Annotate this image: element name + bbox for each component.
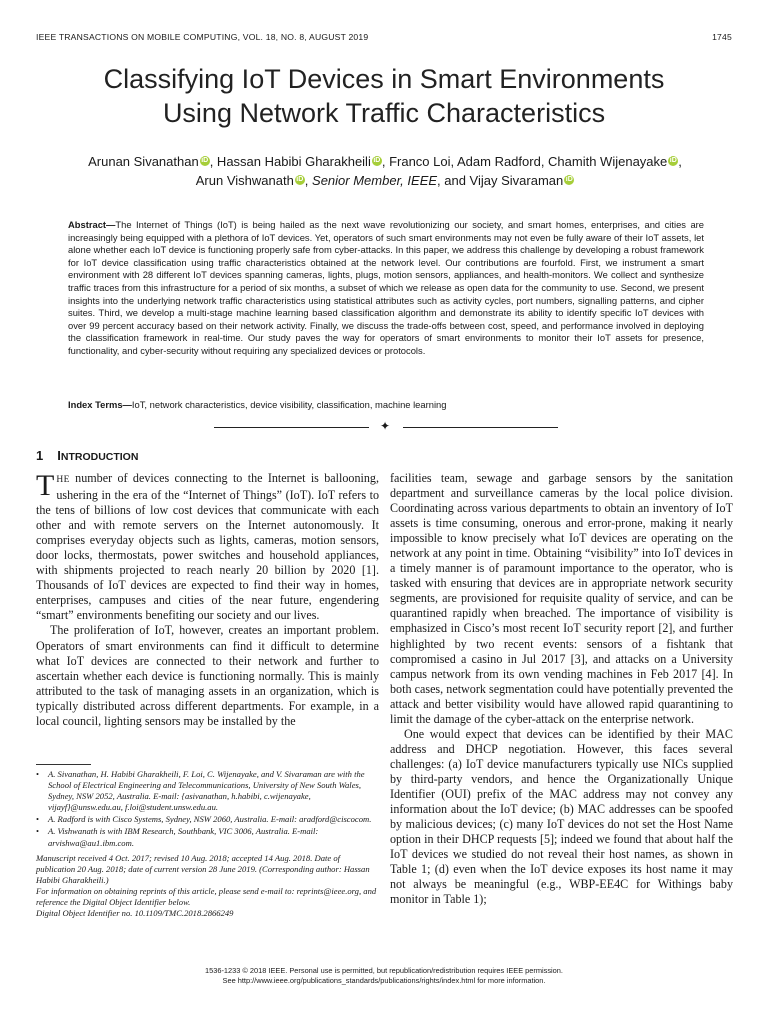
author-role: Senior Member, IEEE (312, 173, 438, 188)
page-number: 1745 (712, 32, 732, 42)
section-divider (214, 420, 558, 434)
index-terms-label: Index Terms (68, 399, 123, 410)
abstract-text: The Internet of Things (IoT) is being hailed as the next wave revolutionizing our society, and smart homes, enterprises, and cities are increasingly being equipped with a plethora of IoT devices. Yet, operators of such smart environments may not even be fully aware of their IoT assets, let alone whether each IoT device is functioning properly safe from cyber-attacks. In this paper, we address this challenge by developing a robust framework for IoT device classification using traffic characteristics obtained at the network level. Our contributions are fourfold. First, we instrument a smart environment with 28 different IoT devices spanning cameras, lights, plugs, motion sensors, appliances, and health-monitors. We collect and synthesize traffic traces from this infrastructure for a period of six months, a subset of which we release as open data for the community to use. Second, we present insights into the underlying network traffic characteristics using statistical attributes such as activity cycles, port numbers, signalling patterns, and cipher suites. Third, we develop a multi-stage machine learning based classification algorithm and demonstrate its ability to identify specific IoT devices with over 99 percent accuracy based on their network activity. Finally, we discuss the trade-offs between cost, speed, and performance involved in deploying the classification framework in real-time. Our study paves the way for operators of smart environments to monitor their IoT assets for presence, functionality, and cyber-security without requiring any specialized devices or protocols. (68, 219, 704, 356)
paragraph: The proliferation of IoT, however, creates an important problem. Operators of smart environments can find it difficult to determine what IoT devices are connected to their network and further to ascertain whether each device is functioning normally. This is mainly attributed to the task of managing assets in an organization, which is typically distributed across different departments. For example, in a local council, lighting sensors may be installed by the (36, 623, 379, 728)
orcid-icon[interactable]: iD (565, 176, 573, 183)
abstract (68, 219, 704, 358)
index-terms (68, 399, 704, 410)
footnote-affiliation (36, 814, 379, 825)
footnote-text: A. Vishwanath is with IBM Research, Southbank, VIC 3006, Australia. E-mail: arvishwa@au1.ibm.com. (48, 826, 319, 848)
running-head (36, 32, 732, 42)
paragraph: facilities team, sewage and garbage sensors by the sanitation department and surveillance cameras by the local police division. Coordinating across various departments to obtain an inventory of IoT assets is time consuming, onerous and error-prone, making it nearly impossible to know precisely what IoT devices are operating on the network at any point in time. Obtaining “visibility” into IoT devices in a timely manner is of paramount importance to the operator, who is tasked with ensuring that devices are in appropriate network security segments, are provisioned for requisite quality of service, and can be quarantined rapidly when breached. The importance of visibility is emphasized in Cisco’s most recent IoT security report [2], and further highlighted by two recent events: sensors of a fishtank that compromised a casino in Jul 2017 [3], and attacks on a University campus network from its own vending machines in Feb 2017 [4]. In both cases, network segmentation could have potentially prevented the attack and better visibility would have allowed rapid quarantining to limit the damage of the cyber-attack on the enterprise network. (390, 471, 733, 726)
section-number: 1 (36, 448, 44, 463)
section-title-rest: NTRODUCTION (60, 451, 139, 463)
manuscript-dates: Manuscript received 4 Oct. 2017; revised 10 Aug. 2018; accepted 14 Aug. 2018. Date of publication 20 Aug. 2018; date of current version 28 June 2019. (Corresponding author: Hassan Habibi Gharakheili.) (36, 852, 370, 885)
bullet-icon: • (36, 826, 40, 837)
paragraph: One would expect that devices can be identified by their MAC address and DHCP negotiation. However, this faces several challenges: (a) IoT device manufacturers typically use NICs supplied by third-party vendors, and hence the Organizationally Unique Identifier (OUI) prefix of the MAC address may not convey any information about the IoT device; (b) MAC addresses can be spoofed by malicious devices; (c) many IoT devices do not set the Host Name option in their DHCP requests [5]; indeed we found that about half the IoT devices we studied do not reveal their host names, as shown in Table 1; (d) even when the IoT device exposes its host name it may not always be meaningful (e.g., WBP-EE4C for Withings baby monitor in Table 1); (390, 726, 733, 907)
doi: Digital Object Identifier no. 10.1109/TMC.2018.2866249 (36, 908, 234, 919)
copyright-notice (36, 966, 732, 985)
author-name: , Franco Loi, Adam Radford, Chamith Wijenayake (381, 154, 668, 169)
manuscript-info (36, 853, 379, 920)
author-list (40, 152, 730, 190)
abstract-dash: — (106, 219, 116, 230)
footnote-affiliation (36, 826, 379, 848)
orcid-icon[interactable]: iD (669, 157, 677, 164)
paragraph (36, 471, 379, 623)
footnote-text: A. Sivanathan, H. Habibi Gharakheili, F. Loi, C. Wijenayake, and V. Sivaraman are with the School of Electrical Engineering and Telecommunications, University of New South Wales, Sydney, NSW 2052, Australia. E-mail: {asivanathan, h.habibi, c.wijenayake, vijayf}@unsw.edu.au, f.loi@student.unsw.edu.au. (48, 769, 365, 813)
copyright-line-1: 1536-1233 © 2018 IEEE. Personal use is permitted, but republication/redistribution requires IEEE permission. (205, 966, 563, 975)
bullet-icon: • (36, 769, 40, 779)
divider-line-right (403, 427, 558, 428)
small-caps-lead: HE (56, 475, 70, 485)
section-title-initial: I (57, 448, 61, 463)
copyright-line-2: See http://www.ieee.org/publications_standards/publications/rights/index.html for more information. (222, 975, 546, 985)
paragraph-text: number of devices connecting to the Internet is ballooning, ushering in the era of the “Internet of Things” (IoT). IoT refers to the tens of billions of low cost devices that communicate with each other and with remote servers on the Internet autonomously. It comprises everyday objects such as lights, cameras, motion sensors, door locks, thermostats, power switches and household appliances, with shipments projected to reach nearly 20 billion by 2020 [1]. Thousands of IoT devices are expected to find their way in homes, enterprises, campuses and cities of the near future, engendering “smart” environments benefiting our society and our lives. (36, 471, 379, 623)
journal-info: IEEE TRANSACTIONS ON MOBILE COMPUTING, VOL. 18, NO. 8, AUGUST 2019 (36, 32, 369, 42)
title-line-1: Classifying IoT Devices in Smart Environments (103, 64, 665, 94)
footnote-rule (36, 764, 91, 765)
footnote-text: A. Radford is with Cisco Systems, Sydney, NSW 2060, Australia. E-mail: aradford@ciscocom. (48, 814, 372, 825)
author-name: , and Vijay Sivaraman (437, 173, 564, 188)
author-name: Arun Vishwanath (195, 173, 294, 188)
author-separator: , (678, 154, 682, 169)
author-name: , Hassan Habibi Gharakheili (209, 154, 371, 169)
reprints-info: For information on obtaining reprints of this article, please send e-mail to: reprints@ieee.org, and reference the Digital Object Identifier below. (36, 885, 377, 908)
footnote-affiliation (36, 769, 379, 813)
abstract-label: Abstract (68, 219, 107, 230)
drop-cap: T (36, 469, 55, 502)
author-separator: , (304, 173, 313, 188)
orcid-icon[interactable]: iD (296, 176, 304, 183)
index-terms-text: IoT, network characteristics, device visibility, classification, machine learning (131, 399, 447, 410)
footnotes (36, 769, 379, 919)
bullet-icon: • (36, 814, 40, 825)
index-terms-dash: — (122, 399, 132, 410)
body-column-right (390, 471, 733, 907)
section-heading (36, 448, 138, 463)
author-name: Arunan Sivanathan (88, 154, 199, 169)
title-line-2: Using Network Traffic Characteristics (162, 98, 606, 128)
divider-ornament-icon: ✦ (380, 419, 391, 433)
paper-title (36, 62, 732, 130)
body-column-left (36, 471, 379, 729)
orcid-icon[interactable]: iD (373, 157, 381, 164)
orcid-icon[interactable]: iD (201, 157, 209, 164)
divider-line-left (214, 427, 369, 428)
